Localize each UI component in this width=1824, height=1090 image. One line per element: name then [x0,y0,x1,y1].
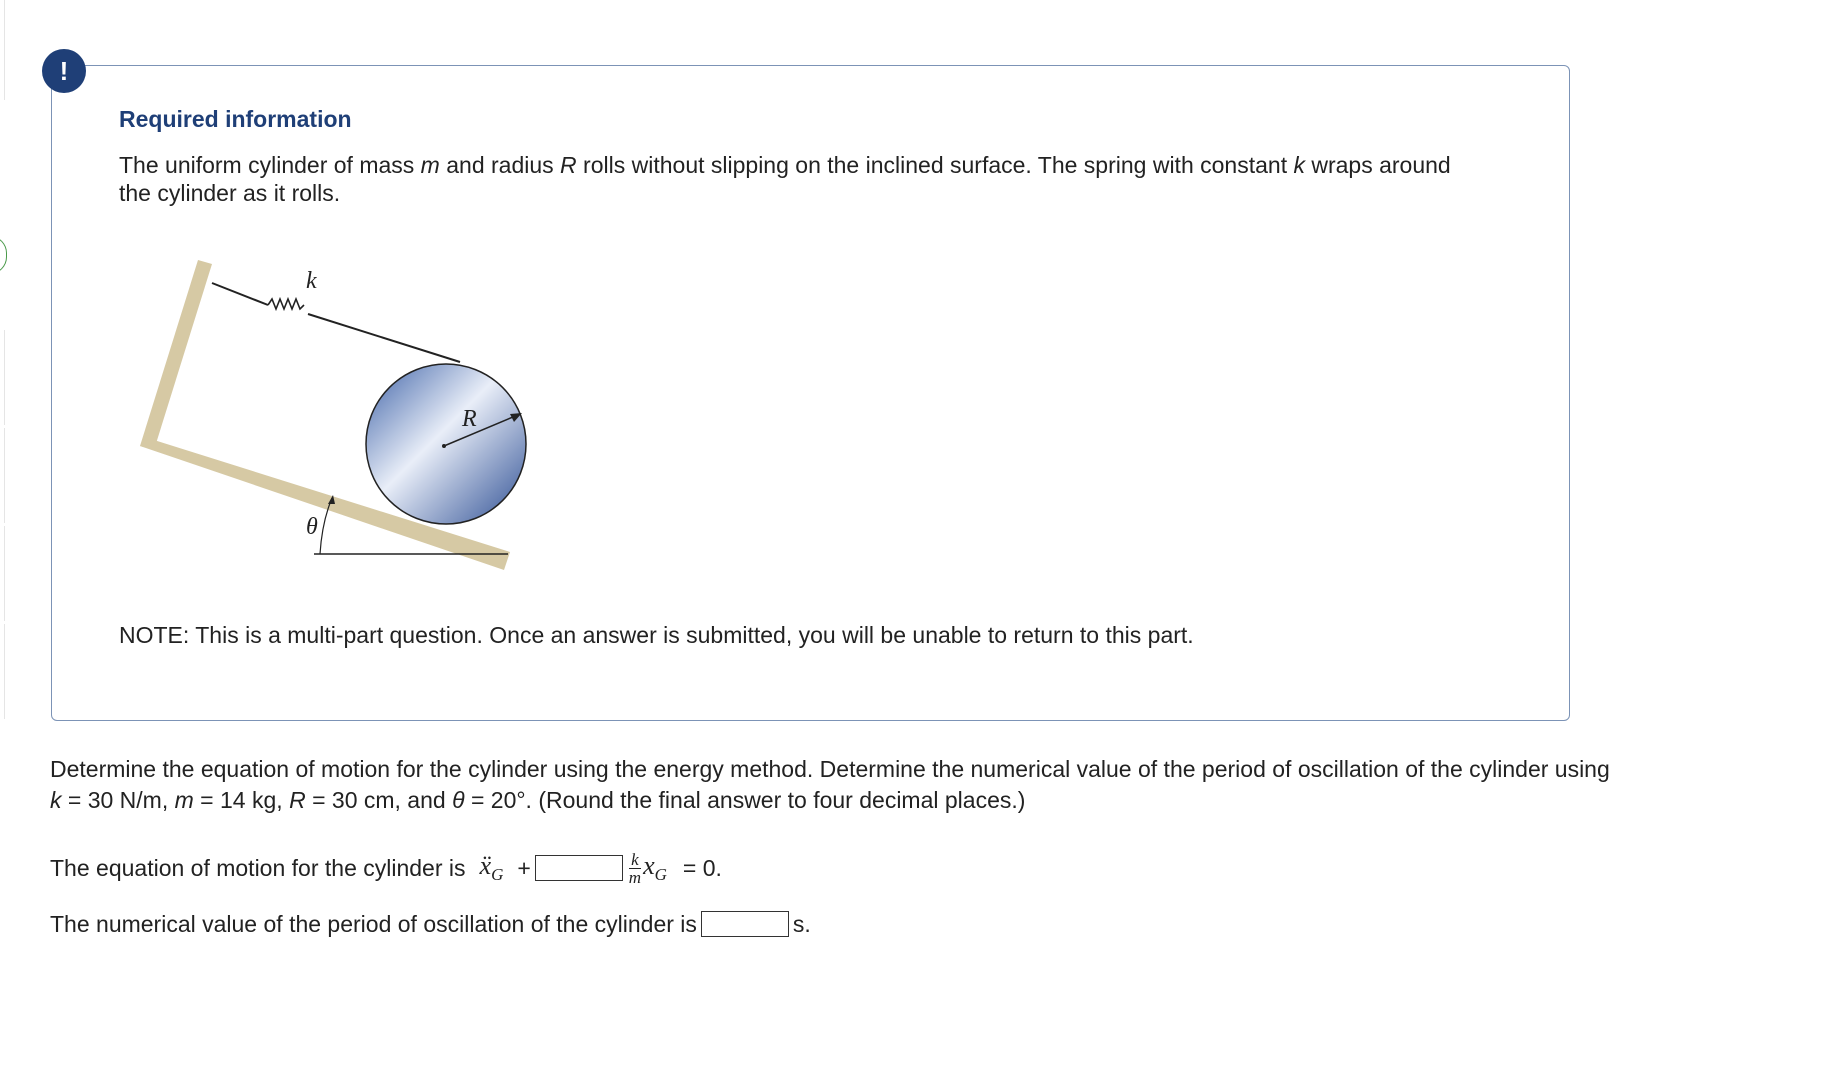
x-double-dot: ẍ$_G$ [479,851,504,884]
center-dot [442,444,446,448]
spring-coil [268,299,304,309]
spring-label: k [306,268,317,294]
wall [140,260,212,450]
left-tab[interactable] [0,526,5,621]
left-tab[interactable] [0,0,5,100]
question-text: Determine the equation of motion for the cylinder using the energy method. Determine the numerical value of the period of oscillation of the cylinder using k = 30 N/m, m = 14 kg, R = 30 cm, and θ = 20°. (Round the final answer to four decimal places.) [50,756,1610,813]
plus-sign: + [517,854,531,881]
problem-statement: The uniform cylinder of mass m and radius R rolls without slipping on the inclined surface. The spring with constant k wraps around the cylinder as it rolls. [119,152,1451,206]
radius-label: R [462,406,477,432]
cylinder-incline-figure [118,250,538,590]
spring-rod [212,283,268,305]
period-row [50,908,811,940]
info-title: Required information [119,106,352,132]
equation-coefficient-input[interactable] [535,855,623,881]
k-over-m-fraction: $\frac{k}{m}$ [628,849,642,887]
period-unit: s. [792,910,811,937]
left-tab-strip [0,0,6,720]
cylinder [366,364,526,524]
left-tab[interactable] [0,624,5,719]
alert-icon: ! [42,49,86,93]
nav-indicator[interactable] [0,236,7,274]
period-input[interactable] [701,911,789,937]
multi-part-note: NOTE: This is a multi-part question. Once an answer is submitted, you will be unable to return to this part. [119,622,1194,648]
period-prefix: The numerical value of the period of oscillation of the cylinder is [50,910,697,937]
equals-zero: = 0. [682,854,722,881]
equation-prefix: The equation of motion for the cylinder is [50,854,466,881]
left-tab[interactable] [0,428,5,523]
angle-label: θ [306,514,318,540]
spring-cable [308,314,460,362]
equation-of-motion-row [50,848,722,888]
x-g: $x_G$ [643,851,667,884]
left-tab[interactable] [0,330,5,425]
